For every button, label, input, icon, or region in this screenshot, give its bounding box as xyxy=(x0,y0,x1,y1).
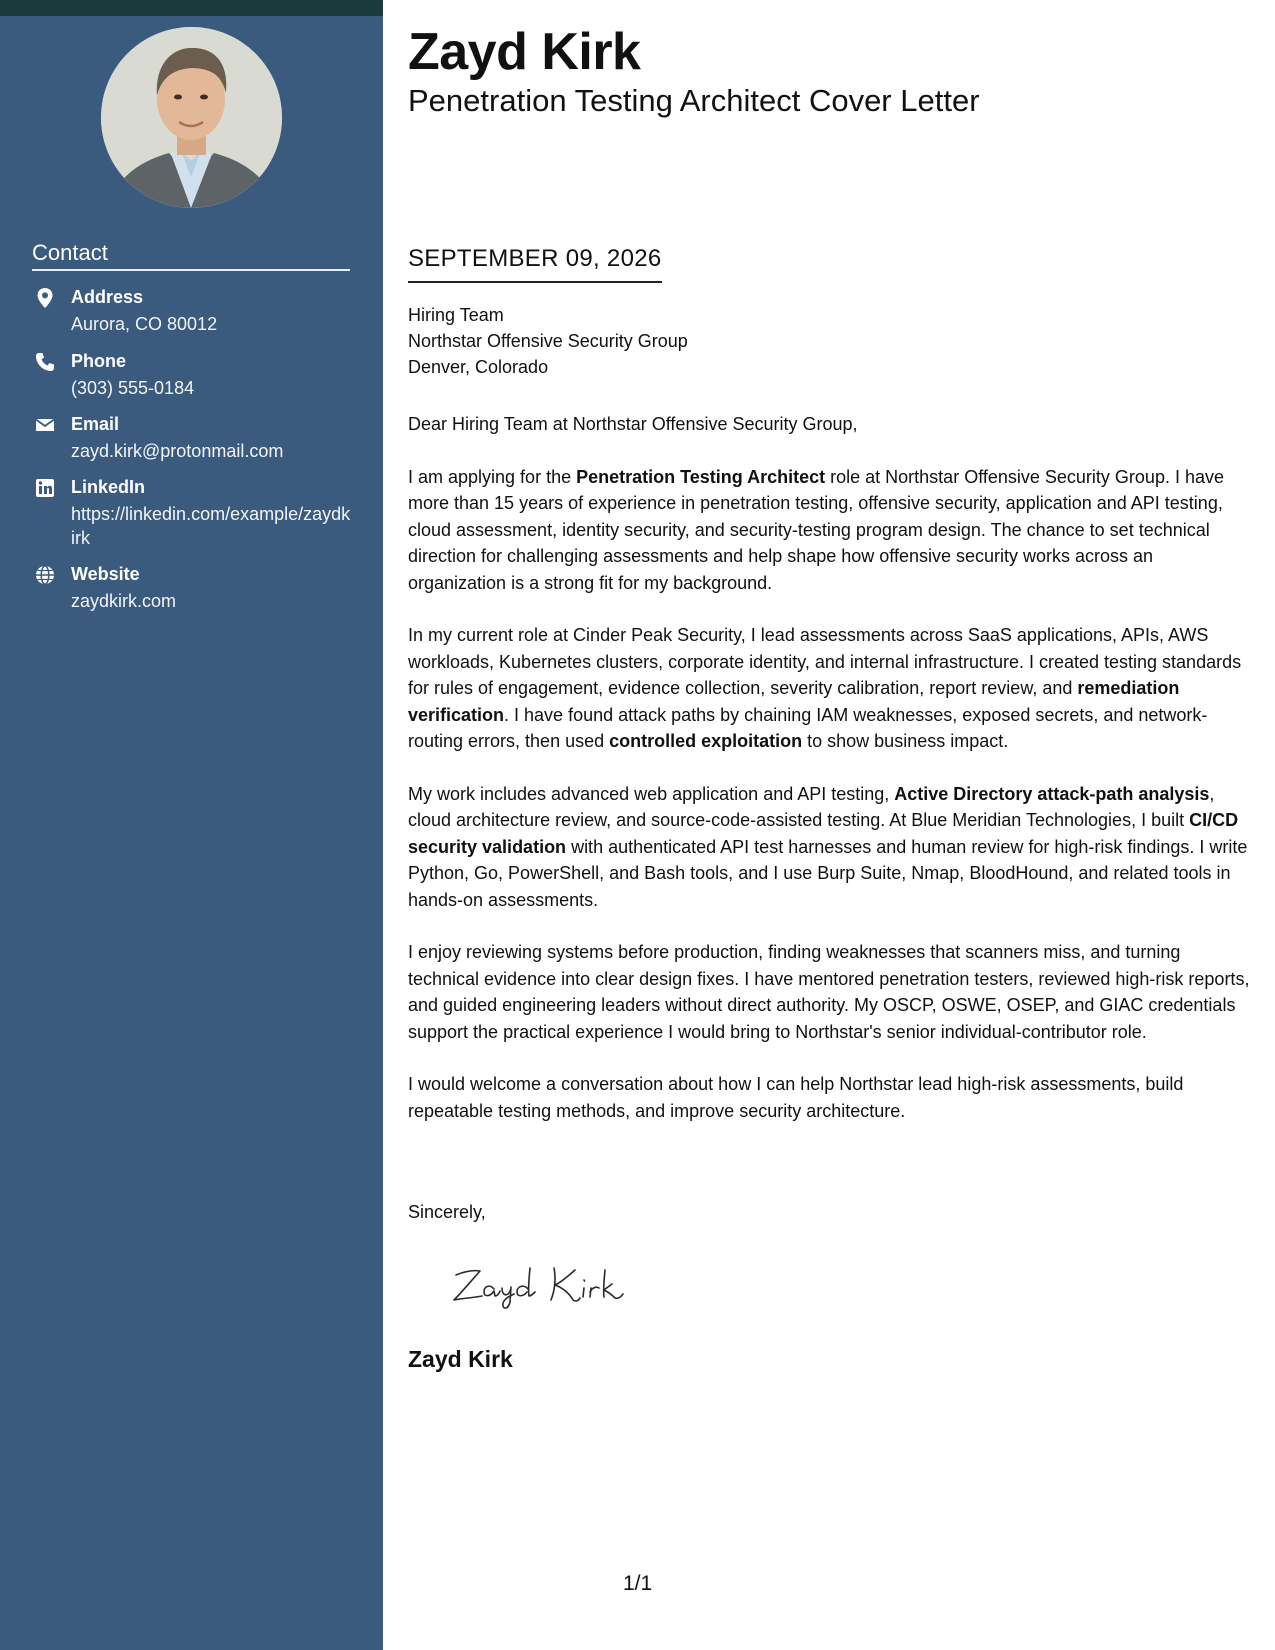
applicant-name: Zayd Kirk xyxy=(408,23,641,81)
contact-label: Address xyxy=(71,287,144,307)
recipient-line: Northstar Offensive Security Group xyxy=(408,331,688,351)
sidebar-top-bar xyxy=(0,0,383,16)
location-pin-icon xyxy=(34,287,56,309)
salutation: Dear Hiring Team at Northstar Offensive Security Group, xyxy=(408,414,858,434)
handwritten-signature xyxy=(450,1258,640,1314)
signer-name: Zayd Kirk xyxy=(408,1346,513,1372)
email-icon xyxy=(34,414,56,436)
contact-value[interactable]: https://linkedin.com/example/zaydkirk xyxy=(71,504,351,548)
letter-date: SEPTEMBER 09, 2026 xyxy=(408,245,662,283)
body-paragraph: I enjoy reviewing systems before production, finding weaknesses that scanners miss, and turning technical evidence into clear design fixes. I have mentored penetration testers, reviewed high-risk reports, and guided engineering leaders without direct authority. My OSCP, OSWE, OSEP, and GIAC credentials support the practical experience I would bring to Northstar's senior individual-contributor role. xyxy=(408,942,1250,1042)
bold-phrase: remediation verification xyxy=(408,678,1180,725)
document-title: Penetration Testing Architect Cover Letter xyxy=(408,83,980,118)
recipient-block xyxy=(408,302,688,380)
bold-phrase: controlled exploitation xyxy=(609,731,803,751)
recipient-line: Denver, Colorado xyxy=(408,357,549,377)
recipient-line: Hiring Team xyxy=(408,305,504,325)
page-indicator: 1/1 xyxy=(623,1572,653,1595)
contact-label: LinkedIn xyxy=(71,477,146,497)
phone-icon xyxy=(34,351,56,373)
profile-photo xyxy=(101,27,282,208)
sidebar xyxy=(0,0,383,1650)
contact-label: Phone xyxy=(71,351,127,371)
linkedin-icon xyxy=(34,477,56,499)
body-paragraph: I would welcome a conversation about how I can help Northstar lead high-risk assessments, build repeatable testing methods, and improve security architecture. xyxy=(408,1074,1184,1121)
closing: Sincerely, xyxy=(408,1202,486,1222)
bold-phrase: CI/CD security validation xyxy=(408,810,1239,857)
body-paragraph: In my current role at Cinder Peak Security, I lead assessments across SaaS applications, APIs, AWS workloads, Kubernetes clusters, corporate identity, and internal infrastructure. I created testing standards for rules of engagement, evidence collection, severity calibration, report review, and remediation verification. I have found attack paths by chaining IAM weaknesses, exposed secrets, and network-routing errors, then used controlled exploitation to show business impact. xyxy=(408,625,1242,751)
contact-value: Aurora, CO 80012 xyxy=(71,314,218,334)
contact-heading: Contact xyxy=(32,240,350,271)
contact-label: Website xyxy=(71,564,140,584)
contact-label: Email xyxy=(71,414,120,434)
letter-body xyxy=(408,411,1253,1150)
bold-phrase: Penetration Testing Architect xyxy=(576,466,826,487)
body-paragraph: My work includes advanced web application and API testing, Active Directory attack-path analysis, cloud architecture review, and source-code-assisted testing. At Blue Meridian Technologies, I built CI/CD security validation with authenticated API test harnesses and human review for high-risk findings. I write Python, Go, PowerShell, and Bash tools, and I use Burp Suite, Nmap, BloodHound, and related tools in hands-on assessments. xyxy=(408,783,1248,910)
globe-icon xyxy=(34,564,56,586)
contact-value[interactable]: zayd.kirk@protonmail.com xyxy=(71,441,284,461)
signature-image xyxy=(450,1258,640,1314)
contact-value[interactable]: zaydkirk.com xyxy=(71,591,177,611)
portrait-image xyxy=(101,27,282,208)
body-paragraph: I am applying for the Penetration Testing Architect role at Northstar Offensive Security Group. I have more than 15 years of experience in penetration testing, offensive security, application and API testing, cloud assessment, identity security, and security-testing program design. The chance to set technical direction for challenging assessments and help shape how offensive security works across an organization is a strong fit for my background. xyxy=(408,466,1224,593)
bold-phrase: Active Directory attack-path analysis xyxy=(894,783,1210,804)
contact-value: (303) 555-0184 xyxy=(71,378,195,398)
